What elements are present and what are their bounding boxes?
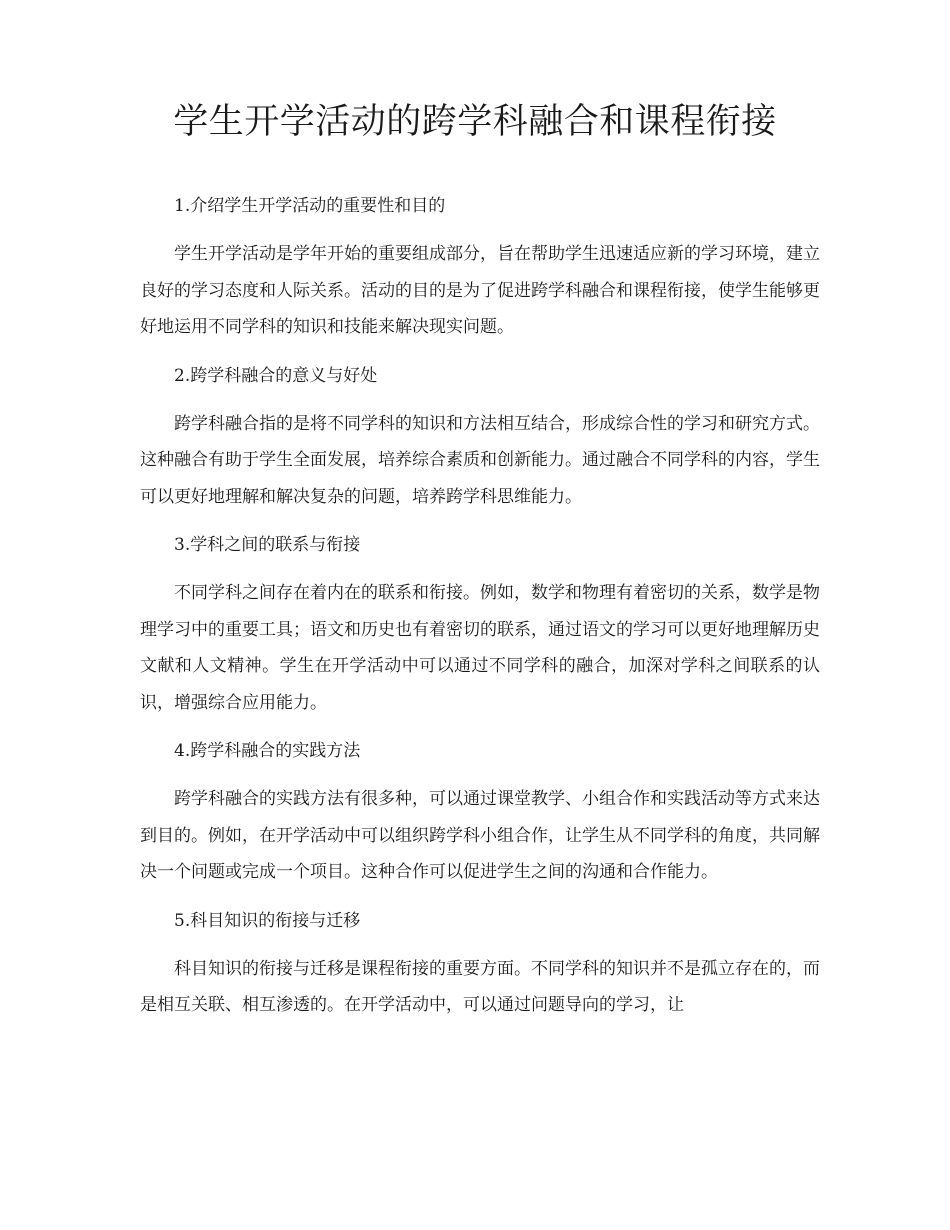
section-heading-5: 5.科目知识的衔接与迁移 [174, 910, 361, 931]
section-heading-2: 2.跨学科融合的意义与好处 [174, 365, 378, 386]
document-body [140, 188, 820, 1024]
section-paragraph-2: 跨学科融合指的是将不同学科的知识和方法相互结合，形成综合性的学习和研究方式。这种融合有助于学生全面发展，培养综合素质和创新能力。通过融合不同学科的内容，学生可以更好地理解和解决复杂的问题，培养跨学科思维能力。 [140, 413, 820, 507]
section-heading-1: 1.介绍学生开学活动的重要性和目的 [174, 196, 446, 216]
section-paragraph-1: 学生开学活动是学年开始的重要组成部分，旨在帮助学生迅速适应新的学习环境，建立良好的学习态度和人际关系。活动的目的是为了促进跨学科融合和课程衔接，使学生能够更好地运用不同学科的知识和技能来解决现实问题。 [140, 244, 820, 337]
section-paragraph-3: 不同学科之间存在着内在的联系和衔接。例如，数学和物理有着密切的关系，数学是物理学习中的重要工具；语文和历史也有着密切的联系，通过语文的学习可以更好地理解历史文献和人文精神。学生在开学活动中可以通过不同学科的融合，加深对学科之间联系的认识，增强综合应用能力。 [140, 583, 820, 713]
section-heading-4: 4.跨学科融合的实践方法 [174, 741, 361, 761]
document-title: 学生开学活动的跨学科融合和课程衔接 [173, 102, 777, 142]
section-heading-3: 3.学科之间的联系与衔接 [174, 535, 361, 555]
section-paragraph-5: 科目知识的衔接与迁移是课程衔接的重要方面。不同学科的知识并不是孤立存在的，而是相互关联、相互渗透的。在开学活动中，可以通过问题导向的学习，让 [140, 958, 820, 1015]
section-paragraph-4: 跨学科融合的实践方法有很多种，可以通过课堂教学、小组合作和实践活动等方式来达到目的。例如，在开学活动中可以组织跨学科小组合作，让学生从不同学科的角度，共同解决一个问题或完成一个项目。这种合作可以促进学生之间的沟通和合作能力。 [140, 789, 820, 882]
